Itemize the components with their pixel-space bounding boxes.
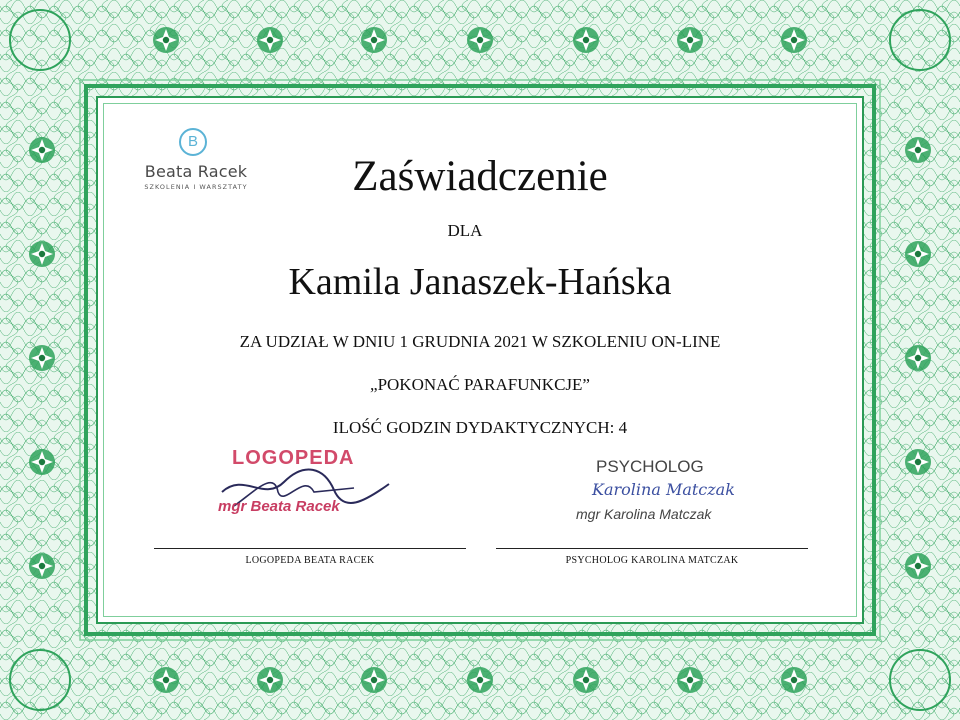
right-stamp-title: PSYCHOLOG [596, 457, 704, 476]
course-name: „POKONAĆ PARAFUNKCJE” [370, 375, 590, 394]
right-stamp-name: mgr Karolina Matczak [576, 506, 712, 522]
left-signature-caption: LOGOPEDA BEATA RACEK [245, 555, 375, 566]
recipient-name: Kamila Janaszek-Hańska [288, 261, 672, 303]
left-stamp-name: mgr Beata Racek [218, 498, 340, 515]
logo-monogram: B [179, 128, 207, 156]
right-signature-handwriting: Karolina Matczak [592, 480, 735, 499]
logo-name: Beata Racek [144, 162, 248, 181]
certificate-title: Zaświadczenie [352, 153, 608, 200]
logo-tagline: SZKOLENIA I WARSZTATY [144, 183, 248, 191]
left-stamp-title: LOGOPEDA [232, 447, 355, 469]
for-label: DLA [447, 221, 483, 240]
right-signature-caption: PSYCHOLOG KAROLINA MATCZAK [565, 555, 739, 566]
left-signature-line [154, 548, 466, 549]
right-signature-line [496, 548, 808, 549]
hours-line: ILOŚĆ GODZIN DYDAKTYCZNYCH: 4 [332, 418, 628, 437]
participation-line: ZA UDZIAŁ W DNIU 1 GRUDNIA 2021 W SZKOLENIU ON-LINE [239, 332, 721, 351]
